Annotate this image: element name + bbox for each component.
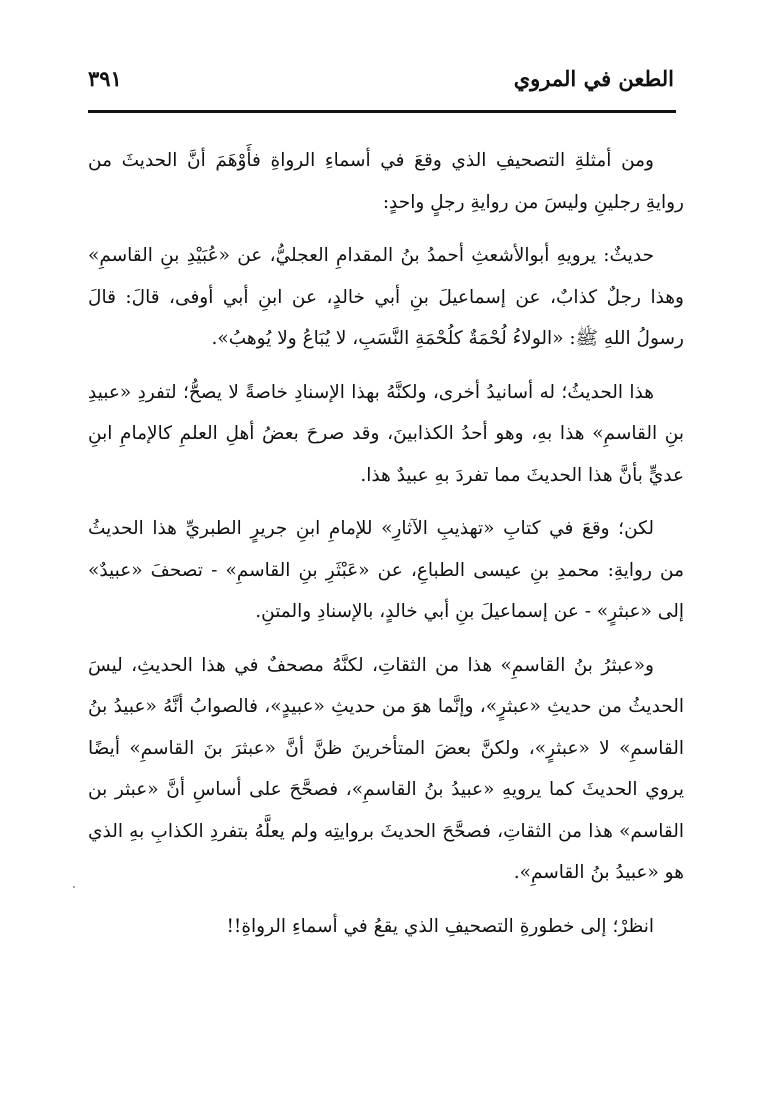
paragraph-commentary: هذا الحديثُ؛ له أسانيدُ أخرى، ولكنَّهُ بهذا الإسنادِ خاصةً لا يصحُّ؛ لتفردِ «عبيدِ بنِ القاسمِ» هذا بهِ، وهو أحدُ الكذابينَ، وقد صرحَ بعضُ أهلِ العلمِ كالإمامِ ابنِ عديٍّ بأنَّ هذا الحديثَ مما تفردَ بهِ عبيدٌ هذا. — [88, 381, 684, 486]
body-text — [88, 140, 684, 947]
paragraph-hadith: حديثٌ: يرويهِ أبوالأشعثِ أحمدُ بنُ المقدامِ العجليُّ، عن «عُبَيْدِ بنِ القاسمِ» وهذا رجلٌ كذابٌ، عن إسماعيلَ بنِ أبي خالدٍ، عن ابنِ أبي أوفى، قالَ: قالَ رسولُ اللهِ ﷺ: «الولاءُ لُحْمَةٌ كلُحْمَةِ النَّسَبِ، لا يُبَاعُ ولا يُوهبُ». — [88, 245, 684, 349]
header-rule — [88, 110, 676, 113]
margin-speck — [73, 886, 75, 888]
paragraph-tahdhib: لكن؛ وقعَ في كتابِ «تهذيبِ الآثارِ» للإمامِ ابنِ جريرٍ الطبريِّ هذا الحديثُ من روايةِ: محمدِ بنِ عيسى الطباعِ، عن «عَبْثَرِ بنِ القاسمِ» - تصحفَ «عبيدٌ» إلى «عبثرٍ» - عن إسماعيلَ بنِ أبي خالدٍ، بالإسنادِ والمتنِ. — [88, 518, 684, 622]
paragraph-abthar: و«عبثرُ بنُ القاسمِ» هذا من الثقاتِ، لكنَّهُ مصحفٌ في هذا الحديثِ، ليسَ الحديثُ من حديثِ «عبثرٍ»، وإنَّما هوَ من حديثِ «عبيدٍ»، فالصوابُ أنَّهُ «عبيدُ بنُ القاسمِ» لا «عبثرٍ»، ولكنَّ بعضَ المتأخرينَ ظنَّ أنَّ «عبثرَ بنَ القاسمِ» أيضًا يروي الحديثَ كما يرويهِ «عبيدُ بنُ القاسمِ»، فصحَّحَ على أساسِ أنَّ «عبثر بن القاسم» هذا من الثقاتِ، فصحَّحَ الحديثَ بروايتِه ولم يعلَّهُ بتفردِ الكذابِ بهِ الذي هو «عبيدُ بنُ القاسمِ». — [88, 654, 684, 883]
page-number: ٣٩١ — [88, 66, 122, 91]
page-header — [88, 62, 674, 102]
paragraph-intro: ومن أمثلةِ التصحيفِ الذي وقعَ في أسماءِ الرواةِ فأَوْهَمَ أنَّ الحديثَ من روايةِ رجلينِ وليسَ من روايةِ رجلٍ واحدٍ: — [88, 150, 684, 213]
running-title: الطعن في المروي — [513, 66, 674, 91]
paragraph-conclusion: انظرْ؛ إلى خطورةِ التصحيفِ الذي يقعُ في أسماءِ الرواةِ!! — [226, 915, 654, 937]
